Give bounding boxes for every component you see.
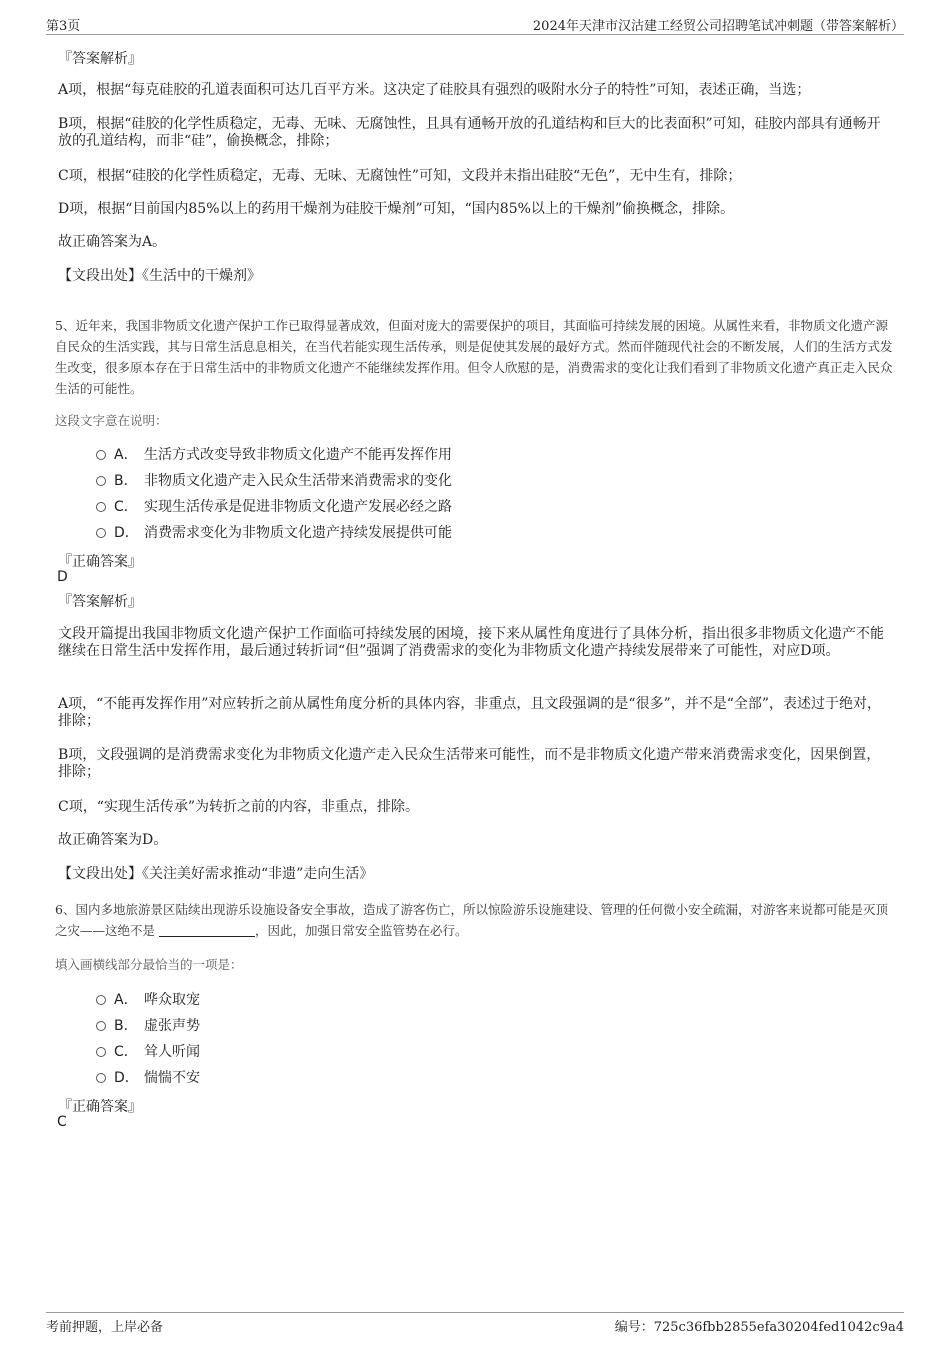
answer-blank — [159, 923, 255, 937]
page-footer — [46, 1312, 904, 1339]
q5-question: 5、近年来，我国非物质文化遗产保护工作已取得显著成效，但面对庞大的需要保护的项目，其面临可持续发展的困境。从属性来看，非物质文化遗产源自民众的生活实践，其与日常生活息息相关，在当代若能实现生活传承，则是促使其发展的最好方式。然而伴随现代社会的不断发展，人们的生活方式发生改变，很多原本存在于日常生活中的非物质文化遗产不能继续发挥作用。但令人欣慰的是，消费需求的变化让我们看到了非物质文化遗产真正走入民众生活的可能性。 — [55, 318, 893, 396]
q5-option-b[interactable]: B． 非物质文化遗产走入民众生活带来消费需求的变化 — [96, 470, 452, 490]
radio-icon[interactable] — [96, 1021, 106, 1031]
q6-option-b[interactable]: B． 虚张声势 — [96, 1015, 200, 1035]
q4-source: 【文段出处】《生活中的干燥剂》 — [58, 268, 261, 284]
document-title: 2024年天津市汉沽建工经贸公司招聘笔试冲刺题（带答案解析） — [532, 19, 904, 34]
q6-correct-answer: C — [57, 1114, 67, 1130]
q5-option-a[interactable]: A． 生活方式改变导致非物质文化遗产不能再发挥作用 — [96, 444, 452, 464]
radio-icon[interactable] — [96, 450, 106, 460]
q5-analysis-b: B项，文段强调的是消费需求变化为非物质文化遗产走入民众生活带来可能性，而不是非物质文化遗产带来消费需求变化，因果倒置，排除； — [58, 747, 881, 780]
footer-slogan: 考前押题，上岸必备 — [46, 1320, 164, 1335]
document-id: 编号：725c36fbb2855efa30204fed1042c9a4 — [614, 1320, 904, 1335]
q5-source: 【文段出处】《关注美好需求推动“非遗”走向生活》 — [58, 866, 374, 882]
q4-conclusion: 故正确答案为A。 — [58, 234, 167, 250]
radio-icon[interactable] — [96, 502, 106, 512]
q6-option-d[interactable]: D． 惴惴不安 — [96, 1067, 200, 1087]
q6-question: 6、国内多地旅游景区陆续出现游乐设施设备安全事故，造成了游客伤亡，所以惊险游乐设施建设、管理的任何微小安全疏漏，对游客来说都可能是灭顶之灾——这绝不是 ，因此，加强日常安全监管势在必行。 — [55, 902, 888, 938]
q5-correct-label: 『正确答案』 — [58, 554, 142, 570]
radio-icon[interactable] — [96, 1073, 106, 1083]
q6-option-c[interactable]: C． 耸人听闻 — [96, 1041, 200, 1061]
radio-icon[interactable] — [96, 1047, 106, 1057]
page-number: 第3页 — [46, 19, 81, 34]
q4-analysis-d: D项，根据“目前国内85%以上的药用干燥剂为硅胶干燥剂”可知，“国内85%以上的干燥剂”偷换概念，排除。 — [58, 201, 735, 217]
radio-icon[interactable] — [96, 995, 106, 1005]
q4-analysis-c: C项，根据“硅胶的化学性质稳定，无毒、无味、无腐蚀性”可知，文段并未指出硅胶“无色”，无中生有，排除； — [58, 168, 742, 184]
q4-analysis-a: A项，根据“每克硅胶的孔道表面积可达几百平方米。这决定了硅胶具有强烈的吸附水分子的特性”可知，表述正确，当选； — [58, 82, 811, 98]
q4-analysis-label: 『答案解析』 — [58, 51, 142, 67]
q5-option-d[interactable]: D． 消费需求变化为非物质文化遗产持续发展提供可能 — [96, 522, 452, 542]
page-header — [46, 12, 904, 35]
q5-option-c[interactable]: C． 实现生活传承是促进非物质文化遗产发展必经之路 — [96, 496, 452, 516]
radio-icon[interactable] — [96, 476, 106, 486]
q4-analysis-b: B项，根据“硅胶的化学性质稳定，无毒、无味、无腐蚀性，且具有通畅开放的孔道结构和巨大的比表面积”可知，硅胶内部具有通畅开放的孔道结构，而非“硅”，偷换概念，排除； — [58, 116, 881, 149]
q5-stem: 这段文字意在说明： — [55, 413, 168, 428]
q5-analysis-c: C项，“实现生活传承”为转折之前的内容，非重点，排除。 — [58, 799, 420, 815]
q5-analysis-a: A项，“不能再发挥作用”对应转折之前从属性角度分析的具体内容，非重点，且文段强调的是“很多”，并不是“全部”，表述过于绝对，排除； — [58, 696, 882, 729]
q5-conclusion: 故正确答案为D。 — [58, 832, 168, 848]
q6-correct-label: 『正确答案』 — [58, 1099, 142, 1115]
q6-option-a[interactable]: A． 哗众取宠 — [96, 989, 200, 1009]
q5-correct-answer: D — [57, 569, 68, 585]
q6-stem: 填入画横线部分最恰当的一项是： — [55, 957, 243, 972]
q5-analysis-label: 『答案解析』 — [58, 594, 142, 610]
radio-icon[interactable] — [96, 528, 106, 538]
q5-analysis-main: 文段开篇提出我国非物质文化遗产保护工作面临可持续发展的困境，接下来从属性角度进行了具体分析，指出很多非物质文化遗产不能继续在日常生活中发挥作用，最后通过转折词“但”强调了消费需求的变化为非物质文化遗产持续发展带来了可能性，对应D项。 — [58, 626, 884, 659]
